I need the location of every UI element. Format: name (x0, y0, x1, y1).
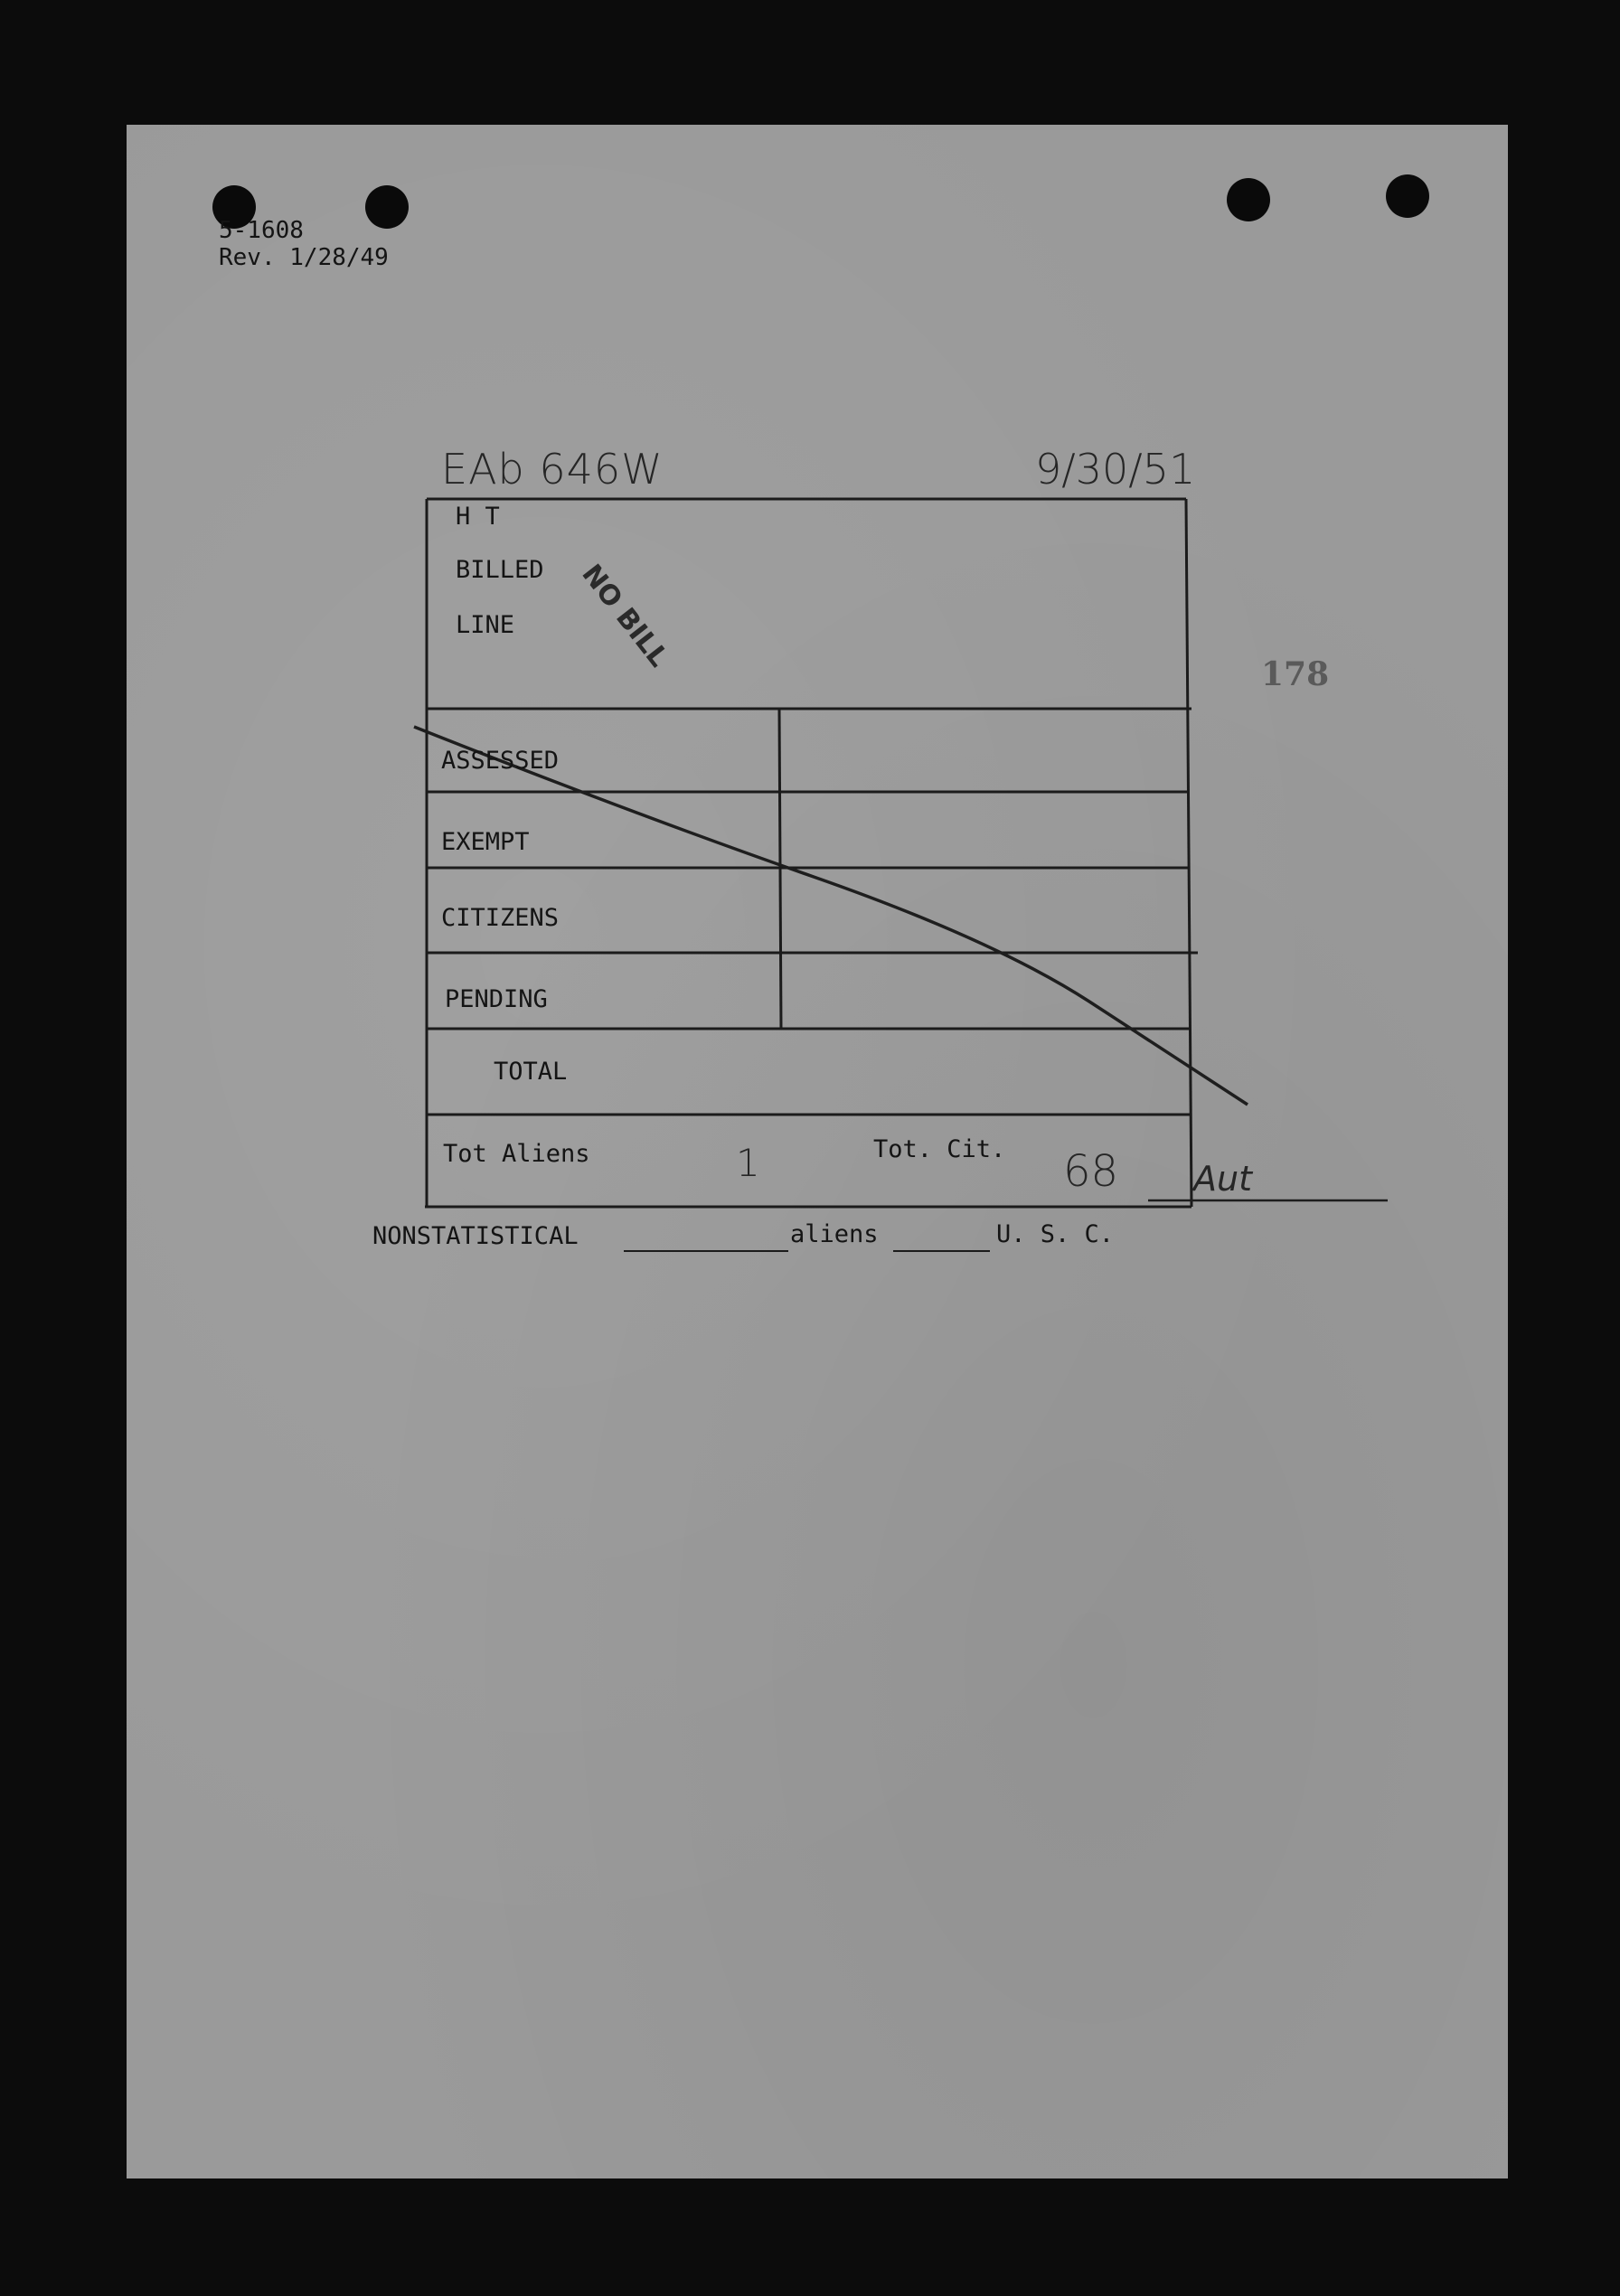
header-billed: BILLED (456, 556, 544, 584)
tot-aliens-label: Tot Aliens (443, 1140, 590, 1168)
row-label-exempt: EXEMPT (441, 828, 530, 856)
header-line: LINE (456, 611, 515, 639)
tot-aliens-value: 1 (736, 1141, 760, 1185)
handwritten-date: 9/30/51 (1035, 445, 1196, 494)
form-revision: Rev. 1/28/49 (219, 244, 389, 271)
form-number: 5-1608 (219, 217, 304, 244)
handwritten-reference: EAb 646W (441, 445, 664, 494)
no-bill-stamp: NO BILL (575, 559, 675, 673)
tot-cit-label: Tot. Cit. (873, 1135, 1006, 1163)
nonstatistical-label: NONSTATISTICAL (372, 1222, 579, 1250)
row-label-pending: PENDING (445, 985, 548, 1013)
total-label: TOTAL (494, 1058, 568, 1086)
nonstatistical-aliens-label: aliens (790, 1220, 879, 1248)
page-number: 178 (1261, 655, 1330, 693)
tot-cit-value: 68 (1063, 1146, 1119, 1197)
nonstatistical-usc-label: U. S. C. (996, 1220, 1115, 1248)
header-ht: H T (456, 503, 500, 531)
row-label-assessed: ASSESSED (441, 747, 560, 775)
row-label-citizens: CITIZENS (441, 904, 560, 932)
handwritten-initials: Aut (1193, 1159, 1252, 1199)
